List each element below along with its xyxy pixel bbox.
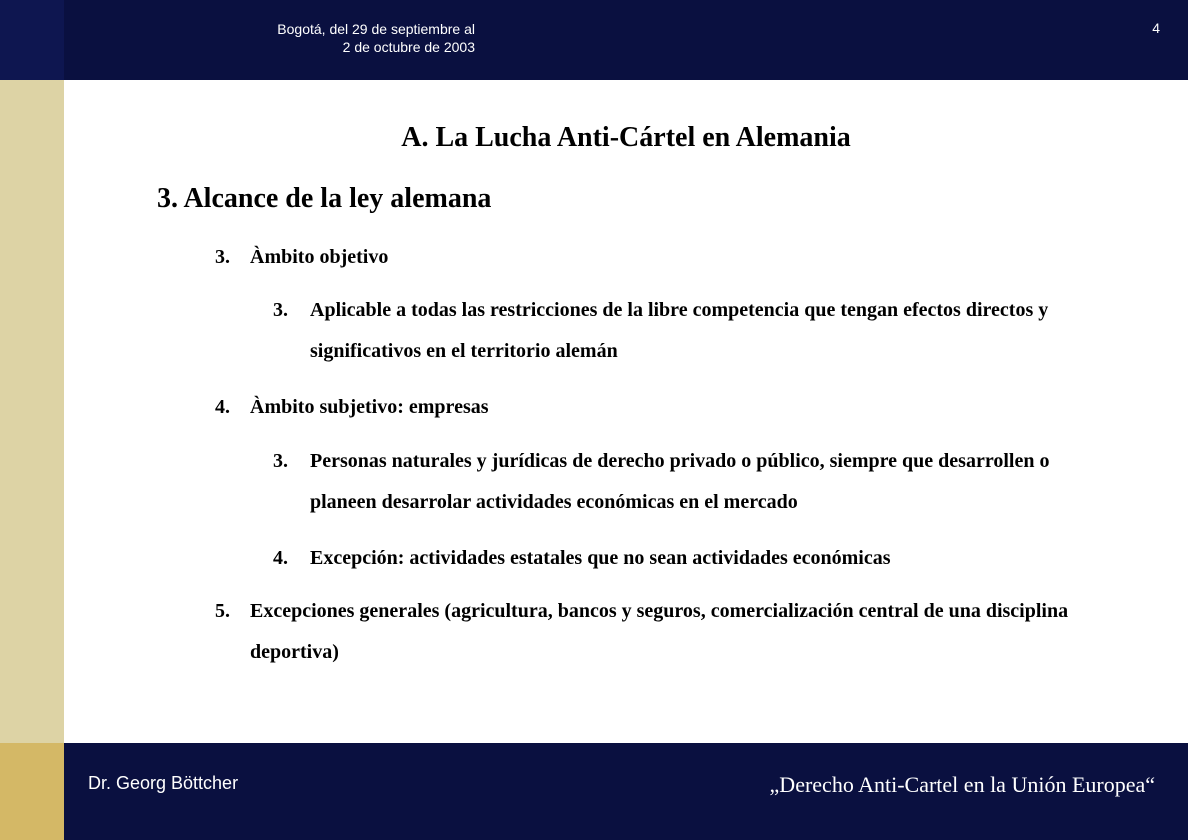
list-item-text: Àmbito objetivo xyxy=(250,246,389,268)
header-bar xyxy=(0,0,1188,80)
page-number: 4 xyxy=(1152,20,1160,36)
list-item-number: 3. xyxy=(215,246,230,268)
side-decor-strip xyxy=(0,80,64,743)
list-item-number: 3. xyxy=(273,450,288,472)
footer-corner-block xyxy=(0,743,64,840)
footer-author: Dr. Georg Böttcher xyxy=(88,773,239,793)
slide-title: A. La Lucha Anti-Cártel en Alemania xyxy=(401,122,851,153)
header-date xyxy=(220,20,475,56)
list-item-text: Excepciones generales (agricultura, bancos y seguros, comercialización central de una disciplina deportiva) xyxy=(250,600,1069,663)
header-corner-block xyxy=(0,0,64,80)
header-date-line2: 2 de octubre de 2003 xyxy=(342,39,475,55)
header-date-line1: Bogotá, del 29 de septiembre al xyxy=(277,21,475,37)
footer-course-title: „Derecho Anti-Cartel en la Unión Europea“ xyxy=(769,772,1155,797)
list-item-number: 5. xyxy=(215,600,230,622)
list-item xyxy=(273,441,1113,523)
section-heading: 3. Alcance de la ley alemana xyxy=(157,183,492,214)
list-item xyxy=(273,290,1113,372)
list-item-text: Àmbito subjetivo: empresas xyxy=(250,396,489,418)
list-item-number: 3. xyxy=(273,299,288,321)
list-item-number: 4. xyxy=(215,396,230,418)
list-item-text: Personas naturales y jurídicas de derecho privado o público, siempre que desarrollen o planeen desarrolar actividades económicas en el mercado xyxy=(310,450,1050,513)
list-item xyxy=(215,237,1115,278)
list-item-text: Excepción: actividades estatales que no sean actividades económicas xyxy=(310,547,891,569)
list-item-number: 4. xyxy=(273,547,288,569)
list-item xyxy=(215,387,1115,428)
list-item xyxy=(215,591,1140,673)
list-item xyxy=(273,538,1113,579)
list-item-text: Aplicable a todas las restricciones de la libre competencia que tengan efectos directos y significativos en el territorio alemán xyxy=(310,299,1049,362)
